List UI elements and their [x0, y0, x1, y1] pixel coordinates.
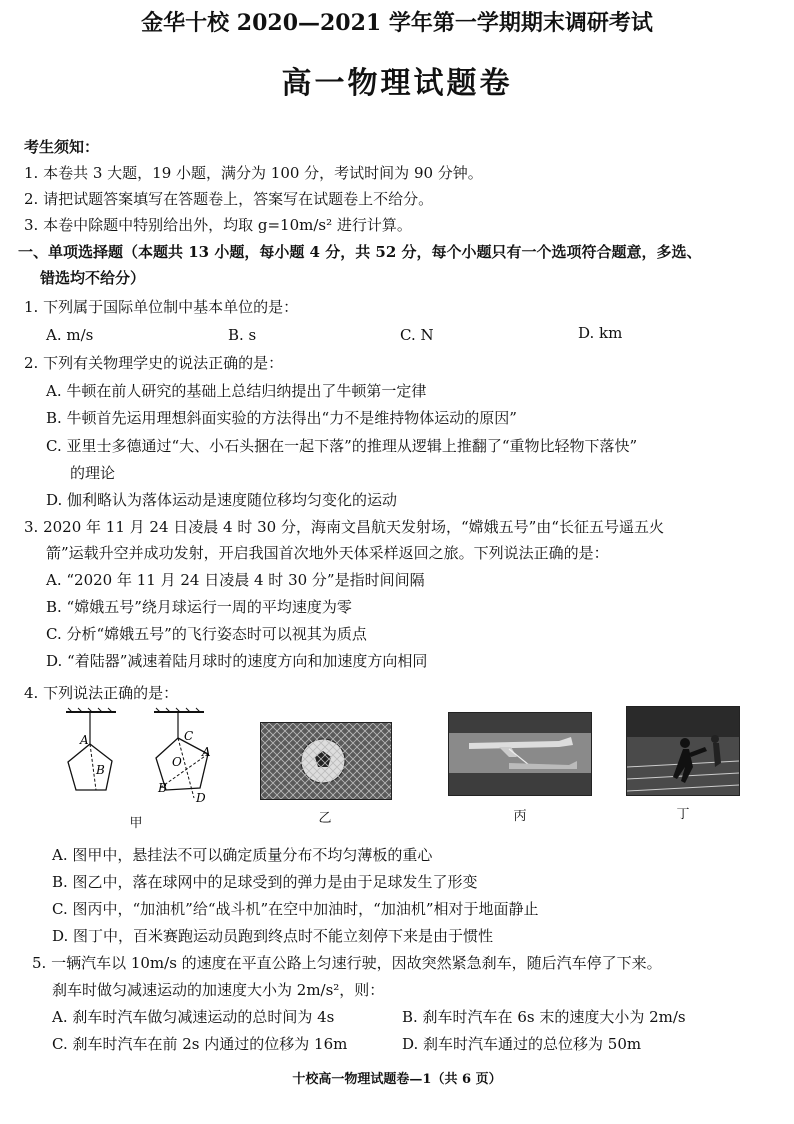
- q4-option-b: B. 图乙中，落在球网中的足球受到的弹力是由于足球发生了形变: [52, 873, 478, 891]
- q3-option-d: D. “着陆器”减速着陆月球时的速度方向和加速度方向相同: [46, 652, 428, 670]
- notice-item-1: 1. 本卷共 3 大题，19 小题，满分为 100 分，考试时间为 90 分钟。: [24, 164, 483, 182]
- q2-option-a: A. 牛顿在前人研究的基础上总结归纳提出了牛顿第一定律: [46, 382, 427, 400]
- fig-label-o: O: [172, 755, 182, 769]
- q4-option-d: D. 图丁中，百米赛跑运动员跑到终点时不能立刻停下来是由于惯性: [52, 927, 494, 945]
- q5-stem-cont: 刹车时做匀减速运动的加速度大小为 2m/s²，则：: [52, 981, 385, 999]
- q1-option-a: A. m/s: [46, 326, 94, 344]
- q5-stem: 5. 一辆汽车以 10m/s 的速度在平直公路上匀速行驶，因故突然紧急刹车，随后汽车停了下来。: [32, 954, 662, 972]
- caption-bing: 丙: [513, 809, 527, 824]
- q3-option-a: A. “2020 年 11 月 24 日凌晨 4 时 30 分”是指时间间隔: [46, 571, 425, 589]
- photo-ding-sprint: [626, 706, 740, 796]
- paper-subtitle: 高一物理试题卷: [281, 66, 513, 101]
- q5-option-c: C. 刹车时汽车在前 2s 内通过的位移为 16m: [52, 1035, 348, 1053]
- section1-heading-cont: 错选均不给分）: [40, 269, 146, 287]
- q5-option-d: D. 刹车时汽车通过的总位移为 50m: [402, 1035, 642, 1053]
- q3-stem-cont: 箭”运载升空并成功发射，开启我国首次地外天体采样返回之旅。下列说法正确的是：: [46, 544, 609, 562]
- q2-option-b: B. 牛顿首先运用理想斜面实验的方法得出“力不是维持物体运动的原因”: [46, 409, 517, 427]
- q4-stem: 4. 下列说法正确的是：: [24, 684, 179, 702]
- q2-stem: 2. 下列有关物理学史的说法正确的是：: [24, 354, 284, 372]
- page-footer: 十校高一物理试题卷—1（共 6 页）: [292, 1072, 502, 1087]
- figure-jia-hanging-plates: [58, 706, 228, 814]
- q2-option-c-cont: 的理论: [70, 464, 116, 482]
- q3-stem: 3. 2020 年 11 月 24 日凌晨 4 时 30 分，海南文昌航天发射场，“嫦娥五号”由“长征五号遥五火: [24, 518, 664, 536]
- notice-item-2: 2. 请把试题答案填写在答题卷上，答案写在试题卷上不给分。: [24, 190, 434, 208]
- q1-option-d: D. km: [578, 324, 623, 342]
- q5-option-a: A. 刹车时汽车做匀减速运动的总时间为 4s: [52, 1008, 335, 1026]
- q3-option-b: B. “嫦娥五号”绕月球运行一周的平均速度为零: [46, 598, 352, 616]
- q1-option-b: B. s: [228, 326, 257, 344]
- fig-label-a1: A: [80, 733, 89, 747]
- q2-option-d: D. 伽利略认为落体运动是速度随位移均匀变化的运动: [46, 491, 398, 509]
- q4-option-a: A. 图甲中，悬挂法不可以确定质量分布不均匀薄板的重心: [52, 846, 433, 864]
- q5-option-b: B. 刹车时汽车在 6s 末的速度大小为 2m/s: [402, 1008, 686, 1026]
- photo-bing-refueling: [448, 712, 592, 796]
- caption-ding: 丁: [676, 807, 690, 822]
- fig-label-b2: B: [158, 781, 167, 795]
- exam-title: 金华十校 2020—2021 学年第一学期期末调研考试: [141, 10, 653, 36]
- fig-label-a2: A: [202, 745, 211, 759]
- q1-option-c: C. N: [400, 326, 434, 344]
- photo-yi-football: [260, 722, 392, 800]
- section1-heading: 一、单项选择题（本题共 13 小题，每小题 4 分，共 52 分，每个小题只有一个选项符合题意，多选、: [18, 243, 702, 261]
- fig-label-d: D: [196, 791, 206, 805]
- notice-item-3: 3. 本卷中除题中特别给出外，均取 g=10m/s² 进行计算。: [24, 216, 412, 234]
- notice-heading: 考生须知：: [24, 138, 100, 156]
- q4-option-c: C. 图丙中，“加油机”给“战斗机”在空中加油时，“加油机”相对于地面静止: [52, 900, 539, 918]
- fig-label-c: C: [184, 729, 194, 743]
- q3-option-c: C. 分析“嫦娥五号”的飞行姿态时可以视其为质点: [46, 625, 367, 643]
- q1-stem: 1. 下列属于国际单位制中基本单位的是：: [24, 298, 299, 316]
- caption-jia: 甲: [129, 816, 143, 831]
- caption-yi: 乙: [318, 811, 332, 826]
- q2-option-c: C. 亚里士多德通过“大、小石头捆在一起下落”的推理从逻辑上推翻了“重物比轻物下落快”: [46, 437, 638, 455]
- fig-label-b1: B: [96, 763, 105, 777]
